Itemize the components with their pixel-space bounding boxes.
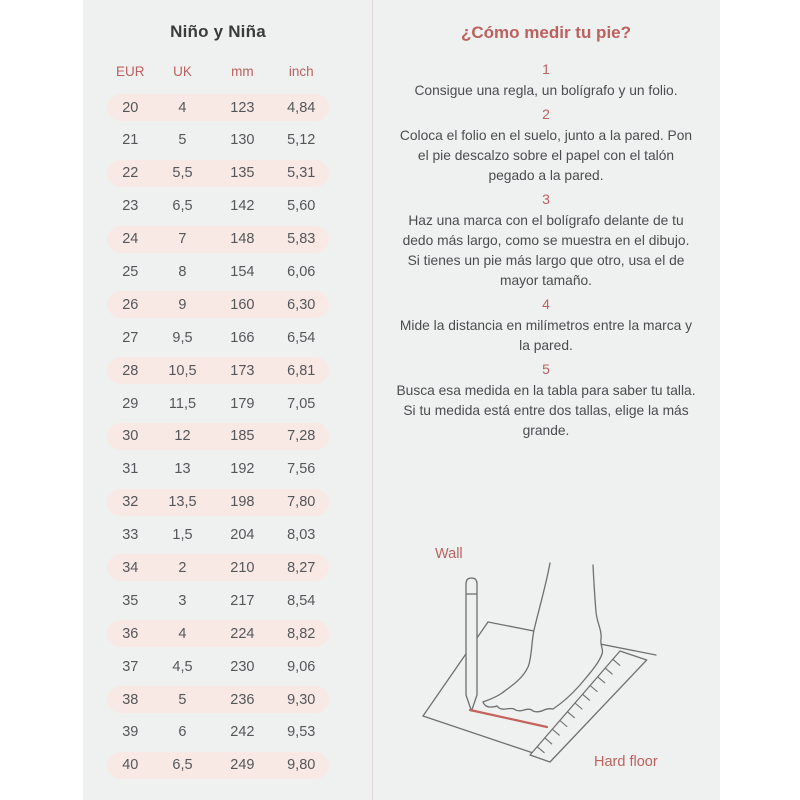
- table-row: [107, 324, 329, 351]
- table-cell: 5,5: [172, 165, 193, 182]
- table-row: [107, 522, 329, 549]
- table-cell: 8: [178, 263, 187, 280]
- table-cell: 185: [230, 428, 255, 445]
- guide-title: ¿Cómo medir tu pie?: [461, 23, 631, 42]
- table-cell: 37: [122, 658, 139, 675]
- table-cell: 33: [122, 527, 139, 544]
- table-cell: 30: [122, 428, 139, 445]
- step-number: 3: [542, 191, 550, 207]
- table-row: [107, 719, 329, 746]
- table-row: [107, 226, 329, 253]
- column-header-uk: UK: [173, 64, 192, 79]
- table-cell: 25: [122, 263, 139, 280]
- table-cell: 224: [230, 625, 255, 642]
- table-cell: 2: [178, 559, 187, 576]
- table-cell: 4,5: [172, 658, 193, 675]
- table-cell: 7: [178, 231, 187, 248]
- table-cell: 5: [178, 132, 187, 149]
- table-cell: 173: [230, 362, 255, 379]
- wall-label: Wall: [435, 546, 463, 562]
- table-cell: 154: [230, 263, 255, 280]
- table-row: [107, 686, 329, 713]
- table-cell: 22: [122, 165, 139, 182]
- table-cell: 31: [122, 461, 139, 478]
- table-row: [107, 653, 329, 680]
- table-cell: 13: [174, 461, 191, 478]
- step-text: Consigue una regla, un bolígrafo y un folio.: [414, 83, 678, 98]
- table-row: [107, 127, 329, 154]
- table-cell: 1,5: [172, 527, 193, 544]
- step-number: 1: [542, 61, 550, 77]
- table-row: [107, 357, 329, 384]
- table-cell: 7,56: [287, 461, 316, 478]
- table-cell: 7,05: [287, 395, 316, 412]
- table-cell: 5,60: [287, 198, 316, 215]
- table-cell: 32: [122, 494, 139, 511]
- table-cell: 8,27: [287, 559, 316, 576]
- foot-outline: [483, 563, 603, 712]
- table-cell: 28: [122, 362, 139, 379]
- table-cell: 7,28: [287, 428, 316, 445]
- table-cell: 21: [122, 132, 139, 149]
- table-cell: 249: [230, 757, 255, 774]
- table-row: [107, 456, 329, 483]
- table-row: [107, 291, 329, 318]
- measuring-guide-section: [372, 0, 720, 800]
- table-cell: 148: [230, 231, 255, 248]
- table-cell: 9: [178, 296, 187, 313]
- foot-measuring-diagram: [420, 545, 670, 780]
- table-cell: 29: [122, 395, 139, 412]
- table-cell: 123: [230, 99, 255, 116]
- table-cell: 6,54: [287, 329, 316, 346]
- column-header-mm: mm: [231, 64, 254, 79]
- table-cell: 12: [174, 428, 191, 445]
- table-row: [107, 160, 329, 187]
- measuring-illustration: [372, 545, 720, 800]
- size-table-section: [83, 0, 372, 800]
- table-cell: 36: [122, 625, 139, 642]
- table-cell: 6: [178, 724, 187, 741]
- table-row: [107, 193, 329, 220]
- table-cell: 20: [122, 99, 139, 116]
- table-header-row: [107, 63, 329, 80]
- table-cell: 6,06: [287, 263, 316, 280]
- table-cell: 38: [122, 691, 139, 708]
- floor-label: Hard floor: [594, 754, 658, 770]
- table-cell: 40: [122, 757, 139, 774]
- step-text: Busca esa medida en la tabla para saber tu talla. Si tu medida está entre dos tallas, elige la más grande.: [396, 383, 696, 438]
- step-number: 4: [542, 296, 550, 312]
- step-number: 5: [542, 361, 550, 377]
- table-cell: 27: [122, 329, 139, 346]
- table-cell: 236: [230, 691, 255, 708]
- size-table: [107, 0, 329, 785]
- table-cell: 9,53: [287, 724, 316, 741]
- step-number: 2: [542, 106, 550, 122]
- table-cell: 4: [178, 625, 187, 642]
- table-cell: 192: [230, 461, 255, 478]
- table-cell: 24: [122, 231, 139, 248]
- column-header-inch: inch: [288, 64, 314, 79]
- table-cell: 135: [230, 165, 255, 182]
- table-cell: 5,83: [287, 231, 316, 248]
- table-cell: 13,5: [168, 494, 197, 511]
- table-cell: 9,5: [172, 329, 193, 346]
- table-cell: 35: [122, 592, 139, 609]
- table-cell: 5,12: [287, 132, 316, 149]
- guide-steps: [396, 62, 696, 441]
- table-cell: 210: [230, 559, 255, 576]
- table-cell: 8,54: [287, 592, 316, 609]
- table-cell: 9,30: [287, 691, 316, 708]
- table-cell: 5: [178, 691, 187, 708]
- table-cell: 11,5: [168, 395, 197, 412]
- table-cell: 3: [178, 592, 187, 609]
- table-row: [107, 423, 329, 450]
- table-cell: 34: [122, 559, 139, 576]
- column-header-eur: EUR: [116, 64, 145, 79]
- step-text: Coloca el folio en el suelo, junto a la pared. Pon el pie descalzo sobre el papel con el talón pegado a la pared.: [399, 128, 693, 183]
- table-cell: 6,81: [287, 362, 316, 379]
- table-cell: 160: [230, 296, 255, 313]
- pencil: [466, 578, 477, 711]
- table-cell: 23: [122, 198, 139, 215]
- table-cell: 242: [230, 724, 255, 741]
- table-row: [107, 620, 329, 647]
- table-cell: 39: [122, 724, 139, 741]
- table-cell: 8,03: [287, 527, 316, 544]
- size-guide-panel: [83, 0, 720, 800]
- table-row: [107, 587, 329, 614]
- step-text: Haz una marca con el bolígrafo delante de tu dedo más largo, como se muestra en el dibujo. Si tienes un pie más largo que otro, usa el de mayor tamaño.: [402, 213, 690, 288]
- table-cell: 8,82: [287, 625, 316, 642]
- measurement-mark-line: [470, 710, 547, 727]
- table-cell: 217: [230, 592, 255, 609]
- table-cell: 4,84: [287, 99, 316, 116]
- table-cell: 6,5: [172, 757, 193, 774]
- table-row: [107, 94, 329, 121]
- table-row: [107, 390, 329, 417]
- table-cell: 9,80: [287, 757, 316, 774]
- table-cell: 4: [178, 99, 187, 116]
- table-title: Niño y Niña: [170, 22, 266, 41]
- size-table-body: [107, 94, 329, 779]
- table-row: [107, 489, 329, 516]
- table-cell: 26: [122, 296, 139, 313]
- table-cell: 198: [230, 494, 255, 511]
- table-cell: 166: [230, 329, 255, 346]
- table-row: [107, 752, 329, 779]
- step-text: Mide la distancia en milímetros entre la marca y la pared.: [399, 318, 693, 353]
- table-cell: 6,30: [287, 296, 316, 313]
- table-cell: 130: [230, 132, 255, 149]
- table-cell: 230: [230, 658, 255, 675]
- table-cell: 10,5: [168, 362, 197, 379]
- table-row: [107, 258, 329, 285]
- table-cell: 204: [230, 527, 255, 544]
- table-cell: 179: [230, 395, 255, 412]
- table-cell: 6,5: [172, 198, 193, 215]
- table-cell: 7,80: [287, 494, 316, 511]
- table-cell: 5,31: [287, 165, 316, 182]
- table-cell: 9,06: [287, 658, 316, 675]
- table-row: [107, 554, 329, 581]
- table-cell: 142: [230, 198, 255, 215]
